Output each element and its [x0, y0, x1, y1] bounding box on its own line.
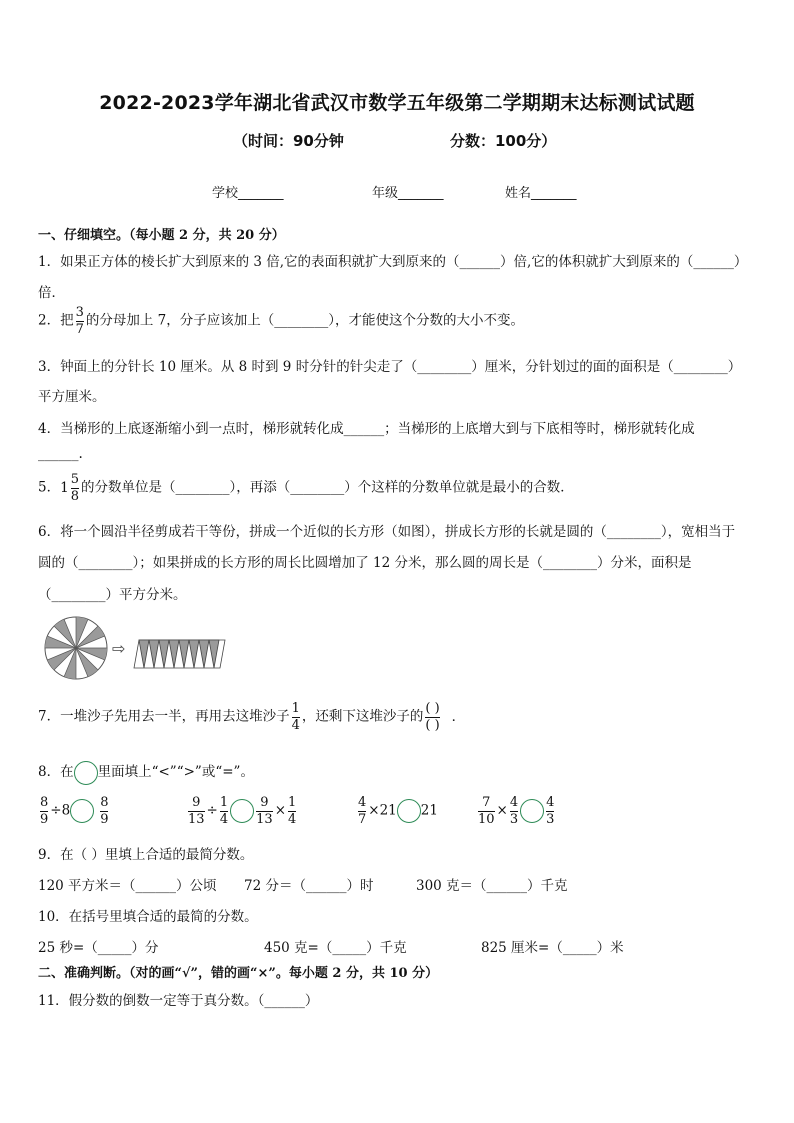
numerator: 9 — [192, 795, 201, 810]
q8-expr-2 — [186, 796, 298, 826]
fraction — [478, 796, 495, 826]
q7-answer-numerator: ( ) — [425, 701, 440, 716]
q9-item-b: 72 分＝（______）时 — [244, 878, 374, 894]
q2 — [38, 306, 524, 336]
q2-numerator: 3 — [75, 305, 84, 320]
q5-fraction — [71, 473, 79, 503]
denominator: 4 — [288, 811, 297, 827]
q6-line2: 圆的（________）；如果拼成的长方形的周长比圆增加了 12 分米，那么圆的周长是（________）分米，面积是 — [38, 555, 692, 571]
q9-item-c: 300 克＝（______）千克 — [416, 878, 568, 894]
denominator: 7 — [358, 811, 367, 827]
fraction — [188, 796, 205, 826]
answer-circle[interactable] — [520, 799, 544, 823]
score-label: 分数：100分） — [450, 132, 557, 150]
fraction — [546, 796, 554, 826]
q9-item-a: 120 平方米＝（______）公顷 — [38, 878, 217, 894]
fraction — [100, 796, 108, 826]
q1-line2: 倍． — [38, 285, 65, 301]
numerator: 4 — [358, 795, 367, 810]
answer-circle[interactable] — [397, 799, 421, 823]
q2-post: 的分母加上 7，分子应该加上（________），才能使这个分数的大小不变。 — [85, 312, 525, 329]
q1-line1: 1．如果正方体的棱长扩大到原来的 3 倍,它的表面积就扩大到原来的（______）倍,它的体积就扩大到原来的（______） — [38, 254, 748, 270]
operator: ÷ — [206, 802, 218, 819]
numerator: 4 — [509, 795, 519, 810]
q7 — [38, 702, 465, 732]
right-arrow-icon: ⇨ — [112, 639, 126, 658]
q8-title — [38, 760, 254, 785]
q5-denominator: 8 — [70, 488, 79, 504]
q10-item-b: 450 克=（_____）千克 — [264, 940, 407, 956]
numerator: 7 — [482, 795, 491, 810]
q8-expr-3 — [356, 796, 438, 826]
section-1-heading: 一、仔细填空。（每小题 2 分，共 20 分） — [38, 228, 285, 243]
q8-post: 里面填上“<”“>”或“=”。 — [97, 764, 254, 780]
q2-pre: 2．把 — [38, 312, 74, 329]
q5-numerator: 5 — [70, 472, 79, 487]
denominator: 4 — [219, 811, 229, 827]
denominator: 3 — [546, 811, 555, 827]
operator: × — [274, 802, 286, 819]
q6-line3: （________）平方分米。 — [38, 587, 187, 603]
approximate-rectangle — [134, 640, 225, 668]
q8-expr-4 — [476, 796, 556, 826]
denominator: 9 — [100, 811, 109, 827]
denominator: 13 — [256, 811, 273, 827]
q7-answer-denominator: ( ) — [425, 717, 440, 733]
q5-post: 的分数单位是（________），再添（________）个这样的分数单位就是最小的合数． — [80, 479, 574, 496]
q10-title: 10．在括号里填合适的最简的分数。 — [38, 909, 258, 925]
q4-line1: 4．当梯形的上底逐渐缩小到一点时，梯形就转化成______；当梯形的上底增大到与下底相等时，梯形就转化成 — [38, 421, 695, 437]
q5 — [38, 473, 574, 503]
q5-pre: 5． — [38, 479, 61, 496]
q5-mixed-number — [60, 473, 81, 503]
numerator: 8 — [40, 795, 49, 810]
q10-item-c: 825 厘米=（_____）米 — [481, 940, 624, 956]
fraction — [220, 796, 228, 826]
denominator: 10 — [478, 811, 495, 827]
circle-to-rectangle-figure — [40, 614, 230, 684]
q5-whole: 1 — [60, 480, 69, 497]
q7-pre: 7．一堆沙子先用去一半，再用去这堆沙子 — [38, 708, 290, 725]
sector-circle — [45, 617, 107, 679]
denominator: 9 — [40, 811, 49, 827]
q4-line2: ______. — [38, 446, 83, 462]
q7-post: ． — [451, 708, 466, 725]
name-field: 姓名_______ — [505, 186, 577, 201]
fraction — [40, 796, 48, 826]
fraction — [288, 796, 296, 826]
q3-line1: 3．钟面上的分针长 10 厘米。从 8 时到 9 时分针的针尖走了（________）厘米，分针划过的面的面积是（________） — [38, 359, 742, 375]
answer-circle[interactable] — [74, 761, 98, 785]
numerator: 8 — [100, 795, 109, 810]
numerator: 9 — [260, 795, 269, 810]
q9-title: 9．在（ ）里填上合适的最简分数。 — [38, 847, 254, 863]
operator: × — [496, 802, 508, 819]
q7-mid: ，还剩下这堆沙子的 — [301, 708, 424, 725]
school-field: 学校_______ — [212, 186, 284, 201]
numerator: 4 — [546, 795, 555, 810]
q3-line2: 平方厘米。 — [38, 389, 106, 405]
time-label: （时间：90分钟 — [233, 132, 344, 150]
denominator: 3 — [509, 811, 519, 827]
denominator: 13 — [188, 811, 205, 827]
value: 21 — [420, 802, 438, 819]
fraction — [358, 796, 366, 826]
operator: ×21 — [368, 802, 397, 819]
section-2-heading: 二、准确判断。（对的画“√”，错的画“×”。每小题 2 分，共 10 分） — [38, 966, 439, 981]
operator: ÷8 — [50, 802, 71, 819]
grade-field: 年级_______ — [372, 186, 444, 201]
q8-pre: 8．在 — [38, 764, 74, 780]
q10-item-a: 25 秒=（_____）分 — [38, 940, 159, 956]
fraction — [256, 796, 273, 826]
q2-fraction — [76, 306, 84, 336]
q7-answer-fraction — [425, 702, 439, 732]
q2-denominator: 7 — [75, 321, 84, 337]
q8-expr-1 — [38, 796, 110, 826]
answer-circle[interactable] — [230, 799, 254, 823]
fraction — [510, 796, 518, 826]
q7-numerator: 1 — [291, 701, 300, 716]
q11: 11．假分数的倒数一定等于真分数。（______） — [38, 993, 319, 1009]
numerator: 1 — [219, 795, 229, 810]
numerator: 1 — [288, 795, 297, 810]
q7-denominator: 4 — [291, 717, 300, 733]
page-title: 2022-2023学年湖北省武汉市数学五年级第二学期期末达标测试试题 — [99, 92, 695, 114]
q7-fraction — [292, 702, 300, 732]
q6-line1: 6．将一个圆沿半径剪成若干等份，拼成一个近似的长方形（如图），拼成长方形的长就是圆的（________），宽相当于 — [38, 524, 736, 540]
answer-circle[interactable] — [70, 799, 94, 823]
